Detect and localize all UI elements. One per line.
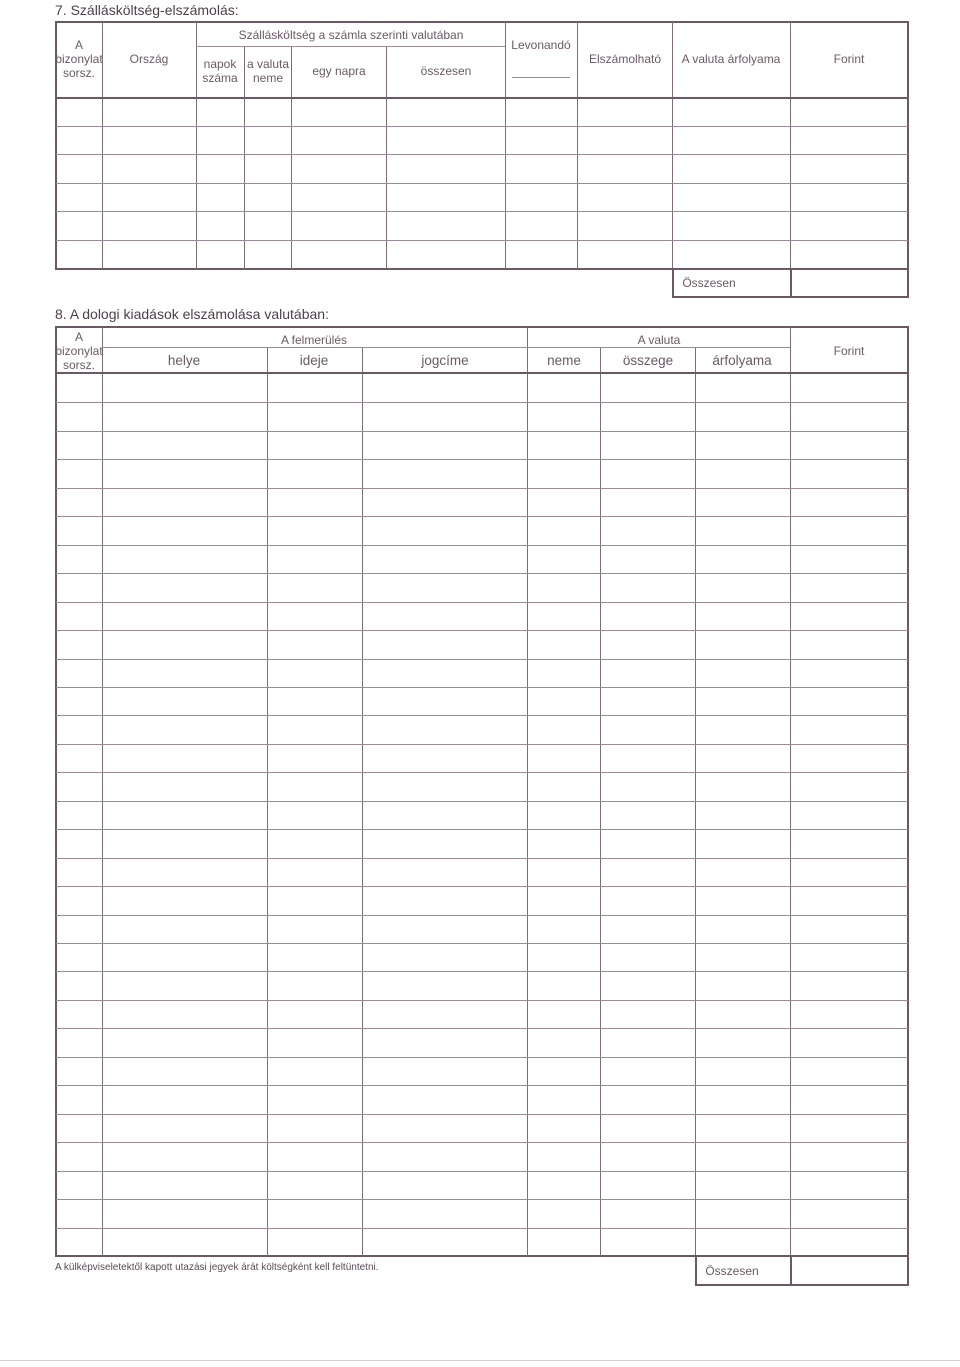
header-doc-sorsz: sorsz. — [62, 358, 96, 372]
row-line — [56, 126, 908, 127]
col-divider — [695, 348, 696, 1256]
scan-edge-line — [0, 1360, 960, 1361]
expenses-table-frame — [55, 326, 909, 1257]
header-rate: árfolyama — [712, 353, 772, 368]
group-divider — [102, 347, 790, 348]
header-days-2: száma — [202, 71, 238, 85]
row-line — [56, 1057, 908, 1058]
header-place: helye — [167, 353, 201, 368]
row-line — [56, 402, 908, 403]
section8-title: 8. A dologi kiadások elszámolása valutában: — [55, 306, 329, 322]
header-country: Ország — [129, 52, 169, 66]
row-line — [56, 1199, 908, 1200]
header-time: ideje — [299, 353, 329, 368]
row-line — [56, 630, 908, 631]
expenses-sum-value-field[interactable] — [793, 1257, 906, 1284]
header-doc-sorsz: sorsz. — [62, 66, 96, 80]
header-amount: összege — [622, 353, 674, 368]
header-forint: Forint — [833, 344, 865, 358]
row-line — [56, 659, 908, 660]
sum-divider — [790, 1256, 792, 1285]
header-legal-title: jogcíme — [421, 353, 469, 368]
row-line — [56, 1028, 908, 1029]
lodging-sum-value-field[interactable] — [793, 270, 906, 296]
header-currency-group: A valuta — [637, 333, 681, 347]
section7-title: 7. Szállásköltség-elszámolás: — [55, 2, 239, 18]
group-divider — [196, 46, 505, 47]
header-per-day: egy napra — [312, 64, 366, 78]
row-line — [56, 971, 908, 972]
expenses-sum-label: Összesen — [705, 1264, 759, 1278]
header-exchange-rate: A valuta árfolyama — [681, 52, 781, 66]
row-line — [56, 516, 908, 517]
col-divider — [505, 22, 506, 269]
header-currency-type: neme — [547, 353, 581, 368]
row-line — [56, 1000, 908, 1001]
row-line — [56, 915, 908, 916]
col-divider — [267, 348, 268, 1256]
row-line — [56, 488, 908, 489]
header-days-1: napok — [203, 57, 237, 71]
row-line — [56, 154, 908, 155]
row-line — [56, 687, 908, 688]
row-line — [56, 744, 908, 745]
row-line — [56, 211, 908, 212]
header-doc-bizonylat: bizonylat — [55, 344, 103, 358]
row-line — [56, 801, 908, 802]
col-divider — [790, 22, 791, 269]
lodging-table-frame — [55, 21, 909, 270]
row-line — [56, 943, 908, 944]
header-lodging-group: Szállásköltség a számla szerinti valutában — [238, 28, 464, 42]
header-accountable: Elszámolható — [588, 52, 662, 66]
row-line — [56, 602, 908, 603]
row-line — [56, 240, 908, 241]
lodging-sum-label: Összesen — [682, 276, 736, 290]
header-doc-bizonylat: bizonylat — [55, 52, 103, 66]
row-line — [56, 1228, 908, 1229]
row-line — [56, 459, 908, 460]
row-line — [56, 715, 908, 716]
header-doc-a: A — [74, 38, 84, 52]
header-doc-a: A — [74, 330, 84, 344]
col-divider — [527, 327, 528, 1256]
row-line — [56, 1085, 908, 1086]
row-line — [56, 1114, 908, 1115]
header-bottom-line — [56, 97, 908, 99]
header-deductible: Levonandó — [511, 38, 571, 52]
header-incurred-group: A felmerülés — [280, 333, 348, 347]
deductible-rule — [512, 77, 570, 78]
col-divider — [672, 22, 673, 269]
row-line — [56, 545, 908, 546]
header-currency-1: a valuta — [246, 57, 290, 71]
sum-divider — [790, 269, 792, 297]
col-divider — [386, 47, 387, 269]
row-line — [56, 886, 908, 887]
col-divider — [244, 47, 245, 269]
row-line — [56, 858, 908, 859]
row-line — [56, 1171, 908, 1172]
footer-note: A külképviseletektől kapott utazási jegyek árát költségként kell feltüntetni. — [55, 1262, 379, 1273]
col-divider — [102, 327, 103, 1256]
row-line — [56, 772, 908, 773]
row-line — [56, 573, 908, 574]
row-line — [56, 431, 908, 432]
row-line — [56, 1142, 908, 1143]
row-line — [56, 183, 908, 184]
header-bottom-line — [56, 372, 908, 374]
col-divider — [790, 327, 791, 1256]
header-forint: Forint — [833, 52, 865, 66]
col-divider — [196, 22, 197, 269]
header-total: összesen — [420, 64, 472, 78]
col-divider — [291, 47, 292, 269]
col-divider — [577, 22, 578, 269]
col-divider — [600, 348, 601, 1256]
col-divider — [362, 348, 363, 1256]
header-currency-2: neme — [252, 71, 284, 85]
row-line — [56, 829, 908, 830]
